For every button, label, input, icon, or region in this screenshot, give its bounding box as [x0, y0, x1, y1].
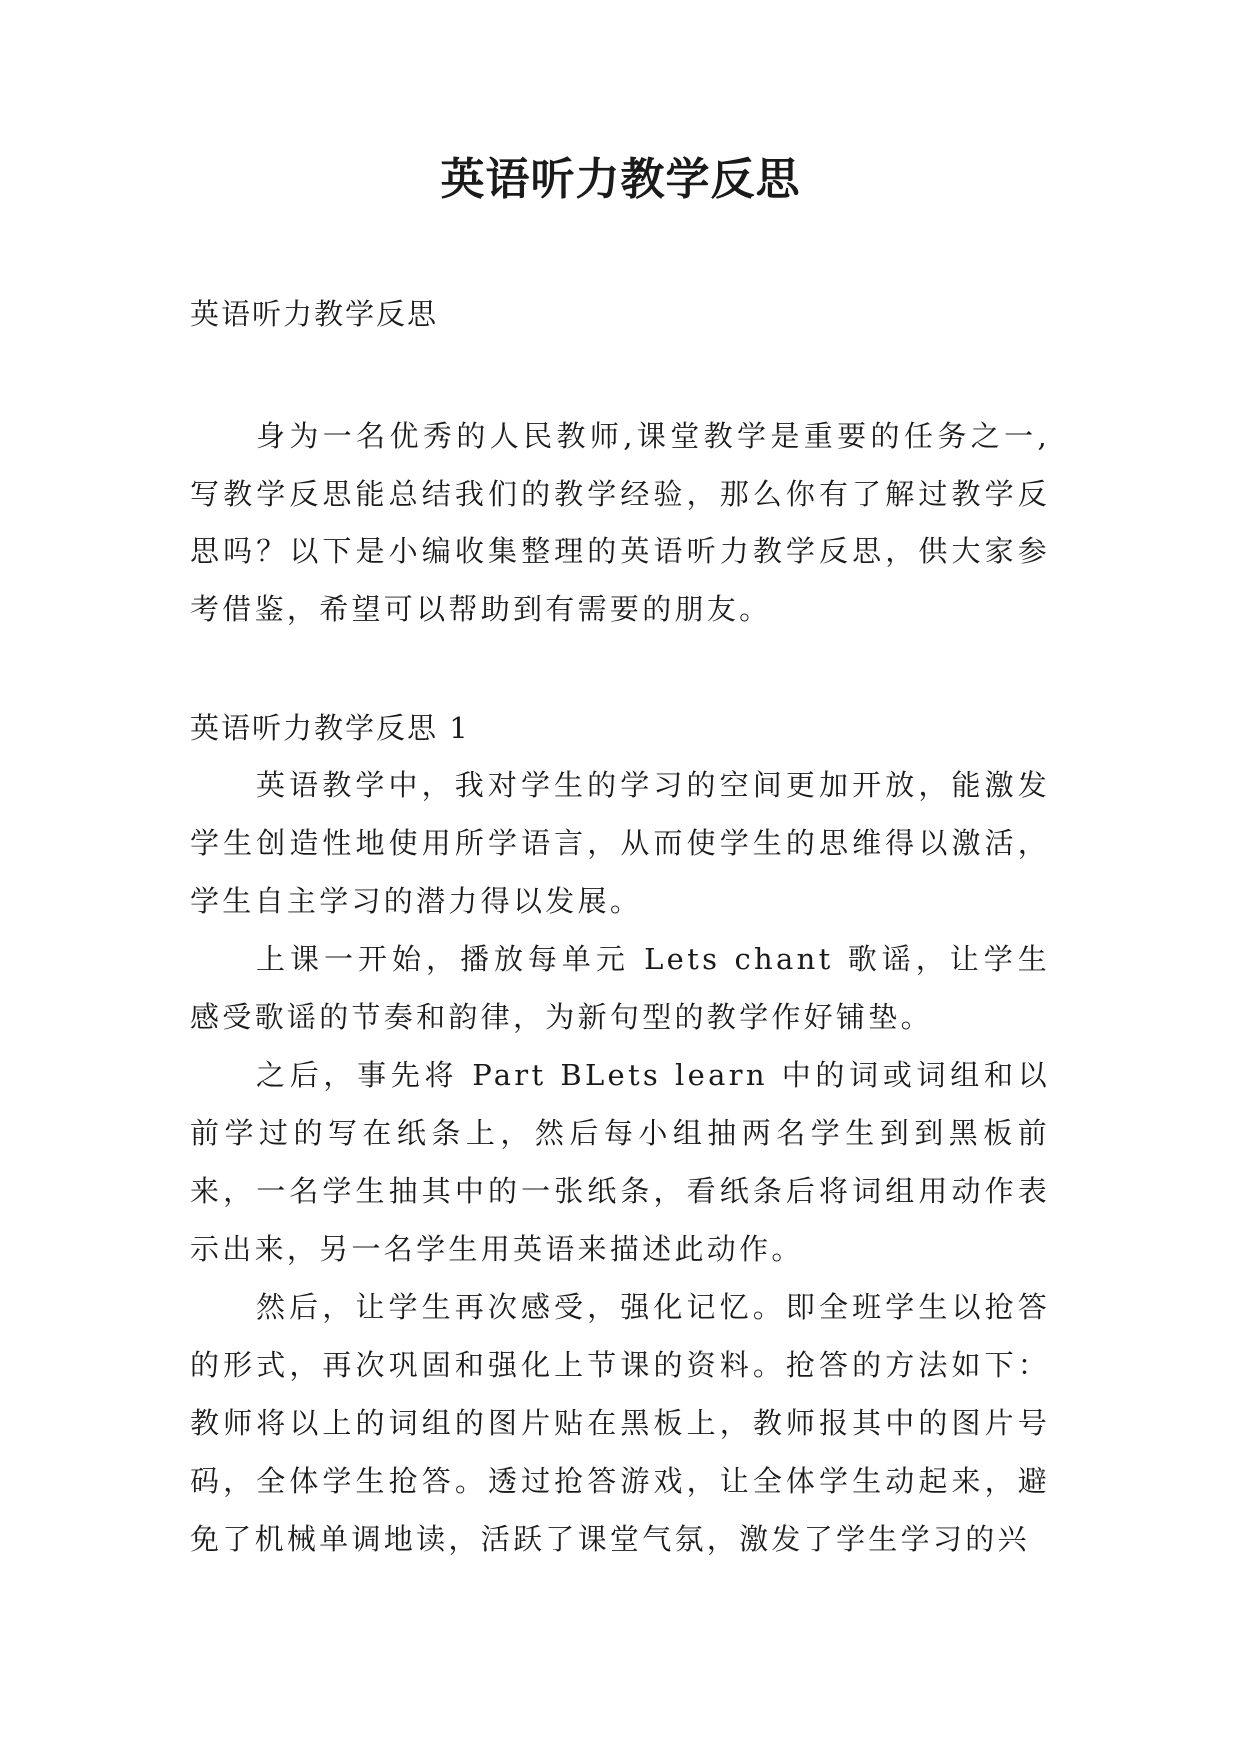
section-paragraph-4: 然后，让学生再次感受，强化记忆。即全班学生以抢答的形式，再次巩固和强化上节课的资料。抢答的方法如下：教师将以上的词组的图片贴在黑板上，教师报其中的图片号码，全体学生抢答。透过抢答游戏，让全体学生动起来，避免了机械单调地读，活跃了课堂气氛，激发了学生学习的兴 — [190, 1290, 1050, 1556]
section-paragraph-3: 之后，事先将 Part BLets learn 中的词或词组和以前学过的写在纸条上，然后每小组抽两名学生到到黑板前来，一名学生抽其中的一张纸条，看纸条后将词组用动作表示出来，另一名学生用英语来描述此动作。 — [190, 1058, 1050, 1266]
section-heading: 英语听力教学反思 1 — [190, 711, 470, 745]
section-paragraph-2: 上课一开始，播放每单元 Lets chant 歌谣，让学生感受歌谣的节奏和韵律，为新句型的教学作好铺垫。 — [190, 942, 1050, 1034]
document-subtitle: 英语听力教学反思 — [190, 297, 439, 331]
section-1 — [190, 700, 1050, 1568]
intro-paragraph: 身为一名优秀的人民教师,课堂教学是重要的任务之一,写教学反思能总结我们的教学经验，那么你有了解过教学反思吗？以下是小编收集整理的英语听力教学反思，供大家参考借鉴，希望可以帮助到有需要的朋友。 — [190, 419, 1050, 626]
section-paragraph-1: 英语教学中，我对学生的学习的空间更加开放，能激发学生创造性地使用所学语言，从而使学生的思维得以激活，学生自主学习的潜力得以发展。 — [190, 768, 1050, 918]
document-title: 英语听力教学反思 — [440, 154, 801, 205]
